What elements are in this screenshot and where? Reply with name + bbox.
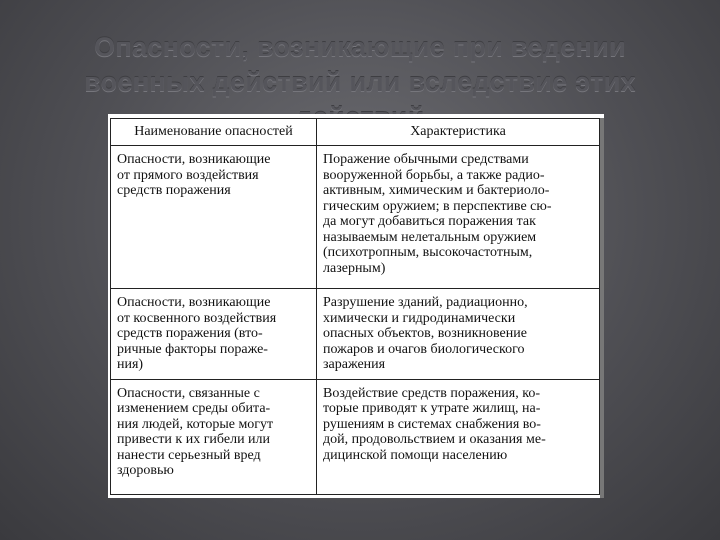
- table-row: [111, 379, 600, 494]
- hazard-description-cell: [317, 379, 600, 494]
- hazard-description-text: Поражение обычными средствами вооруженной борьбы, а также радио- активным, химическим и бактериоло- гическим оружием; в перспективе сю- да могут добавиться поражения так называемым нелетальным оружием (психотропным, высокочастотным, лазерным): [323, 152, 552, 276]
- table-row: [111, 289, 600, 380]
- table-header-row: [111, 119, 600, 146]
- column-header-hazard-name: Наименование опасностей: [111, 119, 317, 146]
- document-page: [108, 114, 604, 498]
- hazard-name-text: Опасности, связанные с изменением среды обита- ния людей, которые могут привести к их гибели или нанести серьезный вред здоровью: [117, 385, 274, 478]
- hazard-name-text: Опасности, возникающие от косвенного воздействия средств поражения (вто- ричные факторы пораже- ния): [117, 295, 277, 372]
- hazard-name-cell: [111, 379, 317, 494]
- hazard-description-cell: [317, 146, 600, 289]
- hazard-name-cell: [111, 146, 317, 289]
- column-header-characteristics: Характеристика: [317, 119, 600, 146]
- hazards-table: [110, 118, 600, 495]
- hazard-name-text: Опасности, возникающие от прямого воздействия средств поражения: [117, 152, 271, 198]
- hazard-name-cell: [111, 289, 317, 380]
- hazard-description-cell: [317, 289, 600, 380]
- slide-title: Опасности, возникающие при ведении военных действий или вследствие этих: [84, 32, 636, 97]
- scrollbar[interactable]: [600, 118, 604, 498]
- table-row: [111, 146, 600, 289]
- hazard-description-text: Воздействие средств поражения, ко- торые приводят к утрате жилищ, на- рушениям в системах снабжения во- дой, продовольствием и оказания ме- дицинской помощи населению: [323, 385, 546, 463]
- hazard-description-text: Разрушение зданий, радиационно, химически и гидродинамически опасных объектов, возникновение пожаров и очагов биологического заражения: [323, 295, 528, 372]
